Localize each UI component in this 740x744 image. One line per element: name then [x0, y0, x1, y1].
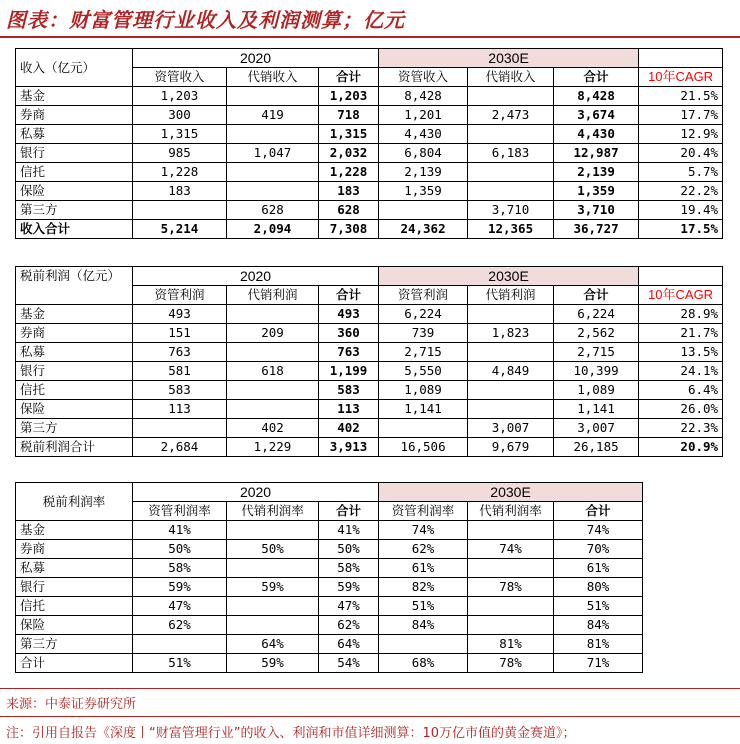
data-cell: 583	[319, 381, 379, 400]
data-cell: 24,362	[379, 220, 468, 239]
data-cell	[227, 400, 319, 419]
data-cell: 1,359	[554, 182, 639, 201]
data-cell	[379, 201, 468, 220]
cagr-cell: 20.9%	[639, 438, 723, 457]
note-text: 注：引用自报告《深度丨“财富管理行业”的收入、利润和市值详细测算：10万亿市值的黄金赛道》；	[6, 726, 576, 741]
data-cell	[468, 381, 554, 400]
data-cell: 2,139	[554, 163, 639, 182]
data-cell: 628	[319, 201, 379, 220]
source-text: 来源：中泰证券研究所	[6, 697, 137, 712]
data-cell: 300	[133, 106, 227, 125]
data-cell: 6,224	[379, 305, 468, 324]
data-cell: 3,674	[554, 106, 639, 125]
profit-year-2020: 2020	[133, 267, 379, 286]
data-cell: 2,094	[227, 220, 319, 239]
data-cell: 41%	[133, 521, 227, 540]
data-cell: 1,315	[133, 125, 227, 144]
cagr-cell: 21.5%	[639, 87, 723, 106]
cagr-cell: 28.9%	[639, 305, 723, 324]
data-cell: 1,823	[468, 324, 554, 343]
table-row	[16, 87, 723, 106]
table-row	[16, 559, 643, 578]
data-cell: 70%	[554, 540, 643, 559]
data-cell: 41%	[319, 521, 379, 540]
data-cell	[468, 400, 554, 419]
data-cell: 64%	[319, 635, 379, 654]
data-cell: 5,550	[379, 362, 468, 381]
data-cell	[227, 125, 319, 144]
data-cell: 618	[227, 362, 319, 381]
row-label: 私募	[16, 125, 133, 144]
data-cell: 4,430	[379, 125, 468, 144]
row-label: 第三方	[16, 635, 133, 654]
data-cell: 59%	[227, 578, 319, 597]
data-cell: 209	[227, 324, 319, 343]
data-cell	[227, 597, 319, 616]
data-cell: 985	[133, 144, 227, 163]
revenue-corner-label: 收入（亿元）	[16, 49, 133, 87]
column-header: 资管利润	[133, 286, 227, 305]
data-cell	[468, 87, 554, 106]
data-cell: 1,089	[379, 381, 468, 400]
data-cell: 12,365	[468, 220, 554, 239]
data-cell: 59%	[227, 654, 319, 673]
data-cell: 183	[319, 182, 379, 201]
data-cell: 54%	[319, 654, 379, 673]
data-cell: 1,141	[379, 400, 468, 419]
data-cell: 51%	[379, 597, 468, 616]
data-cell	[468, 163, 554, 182]
data-cell: 3,710	[468, 201, 554, 220]
row-label: 信托	[16, 381, 133, 400]
data-cell	[468, 521, 554, 540]
table-row	[16, 597, 643, 616]
column-header: 代销收入	[468, 68, 554, 87]
data-cell: 61%	[379, 559, 468, 578]
column-header: 合计	[319, 68, 379, 87]
row-label: 税前利润合计	[16, 438, 133, 457]
table-row	[16, 616, 643, 635]
column-header: 资管利润率	[133, 502, 227, 521]
margin-table	[15, 482, 643, 673]
data-cell: 360	[319, 324, 379, 343]
table-row	[16, 324, 723, 343]
column-header: 资管利润率	[379, 502, 468, 521]
table-row	[16, 654, 643, 673]
data-cell: 7,308	[319, 220, 379, 239]
table-row	[16, 144, 723, 163]
cagr-header: 10年CAGR	[639, 286, 723, 305]
column-header: 代销利润	[227, 286, 319, 305]
table-row	[16, 182, 723, 201]
column-header: 代销利润率	[227, 502, 319, 521]
data-cell: 50%	[227, 540, 319, 559]
row-label: 银行	[16, 362, 133, 381]
table-row	[16, 220, 723, 239]
data-cell: 419	[227, 106, 319, 125]
data-cell: 80%	[554, 578, 643, 597]
margin-corner-label: 税前利润率	[16, 483, 133, 521]
row-label: 基金	[16, 521, 133, 540]
data-cell	[133, 419, 227, 438]
cagr-cell: 19.4%	[639, 201, 723, 220]
data-cell: 1,089	[554, 381, 639, 400]
row-label: 银行	[16, 144, 133, 163]
data-cell	[379, 419, 468, 438]
cagr-cell: 22.3%	[639, 419, 723, 438]
data-cell: 493	[133, 305, 227, 324]
table-row	[16, 381, 723, 400]
column-header: 资管收入	[379, 68, 468, 87]
column-header: 代销利润	[468, 286, 554, 305]
row-label: 信托	[16, 163, 133, 182]
data-cell: 9,679	[468, 438, 554, 457]
cagr-cell: 5.7%	[639, 163, 723, 182]
data-cell: 1,315	[319, 125, 379, 144]
table-row	[16, 163, 723, 182]
profit-table	[15, 266, 723, 457]
column-header: 合计	[554, 286, 639, 305]
profit-corner-label: 税前利润（亿元）	[16, 267, 133, 305]
table-row	[16, 400, 723, 419]
data-cell: 628	[227, 201, 319, 220]
data-cell: 62%	[133, 616, 227, 635]
data-cell: 82%	[379, 578, 468, 597]
column-header: 合计	[554, 68, 639, 87]
cagr-cell: 17.7%	[639, 106, 723, 125]
table-row	[16, 521, 643, 540]
column-header: 合计	[554, 502, 643, 521]
data-cell: 74%	[468, 540, 554, 559]
data-cell: 1,201	[379, 106, 468, 125]
cagr-cell: 17.5%	[639, 220, 723, 239]
data-cell: 113	[319, 400, 379, 419]
data-cell: 6,183	[468, 144, 554, 163]
data-cell: 59%	[319, 578, 379, 597]
data-cell	[227, 381, 319, 400]
page-title: 图表：财富管理行业收入及利润测算；亿元	[6, 8, 405, 32]
data-cell	[468, 343, 554, 362]
data-cell: 1,203	[319, 87, 379, 106]
row-label: 基金	[16, 87, 133, 106]
data-cell: 78%	[468, 654, 554, 673]
table-row	[16, 106, 723, 125]
data-cell: 583	[133, 381, 227, 400]
data-cell	[133, 201, 227, 220]
revenue-year-2030e: 2030E	[379, 49, 639, 68]
data-cell: 10,399	[554, 362, 639, 381]
footer-divider	[0, 688, 740, 689]
data-cell: 62%	[379, 540, 468, 559]
data-cell: 6,804	[379, 144, 468, 163]
data-cell: 4,849	[468, 362, 554, 381]
data-cell: 718	[319, 106, 379, 125]
table-row	[16, 578, 643, 597]
data-cell: 8,428	[554, 87, 639, 106]
data-cell	[227, 182, 319, 201]
data-cell: 58%	[133, 559, 227, 578]
data-cell: 26,185	[554, 438, 639, 457]
margin-year-2020: 2020	[133, 483, 379, 502]
data-cell	[227, 521, 319, 540]
table-row	[16, 305, 723, 324]
table-row	[16, 540, 643, 559]
data-cell	[468, 125, 554, 144]
data-cell: 402	[227, 419, 319, 438]
data-cell: 81%	[554, 635, 643, 654]
data-cell: 16,506	[379, 438, 468, 457]
column-header: 代销利润率	[468, 502, 554, 521]
footer-divider	[0, 716, 740, 717]
data-cell: 81%	[468, 635, 554, 654]
row-label: 券商	[16, 106, 133, 125]
data-cell: 763	[319, 343, 379, 362]
column-header: 资管收入	[133, 68, 227, 87]
title-bar	[0, 0, 740, 38]
table-row	[16, 635, 643, 654]
data-cell	[227, 87, 319, 106]
data-cell: 1,141	[554, 400, 639, 419]
data-cell: 50%	[133, 540, 227, 559]
data-cell: 51%	[133, 654, 227, 673]
row-label: 私募	[16, 559, 133, 578]
data-cell: 2,715	[554, 343, 639, 362]
data-cell: 84%	[554, 616, 643, 635]
data-cell: 61%	[554, 559, 643, 578]
row-label: 券商	[16, 324, 133, 343]
data-cell: 1,229	[227, 438, 319, 457]
data-cell: 493	[319, 305, 379, 324]
data-cell: 47%	[133, 597, 227, 616]
data-cell: 71%	[554, 654, 643, 673]
cagr-cell: 6.4%	[639, 381, 723, 400]
data-cell: 50%	[319, 540, 379, 559]
row-label: 第三方	[16, 419, 133, 438]
table-row	[16, 125, 723, 144]
data-cell	[227, 343, 319, 362]
data-cell: 113	[133, 400, 227, 419]
cagr-header: 10年CAGR	[639, 68, 723, 87]
data-cell: 3,007	[554, 419, 639, 438]
data-cell	[468, 182, 554, 201]
data-cell: 59%	[133, 578, 227, 597]
data-cell: 84%	[379, 616, 468, 635]
column-header: 合计	[319, 286, 379, 305]
data-cell	[468, 597, 554, 616]
data-cell: 3,710	[554, 201, 639, 220]
data-cell	[468, 616, 554, 635]
data-cell	[379, 635, 468, 654]
data-cell: 151	[133, 324, 227, 343]
data-cell	[227, 163, 319, 182]
row-label: 私募	[16, 343, 133, 362]
data-cell: 74%	[379, 521, 468, 540]
title-divider	[0, 36, 740, 38]
cagr-cell: 21.7%	[639, 324, 723, 343]
data-cell: 1,199	[319, 362, 379, 381]
data-cell: 36,727	[554, 220, 639, 239]
data-cell: 78%	[468, 578, 554, 597]
data-cell: 74%	[554, 521, 643, 540]
cagr-cell: 13.5%	[639, 343, 723, 362]
column-header: 资管利润	[379, 286, 468, 305]
data-cell: 739	[379, 324, 468, 343]
data-cell: 1,228	[133, 163, 227, 182]
table-row	[16, 343, 723, 362]
data-cell: 2,473	[468, 106, 554, 125]
row-label: 合计	[16, 654, 133, 673]
data-cell: 8,428	[379, 87, 468, 106]
data-cell	[468, 305, 554, 324]
cagr-cell: 24.1%	[639, 362, 723, 381]
cagr-cell: 26.0%	[639, 400, 723, 419]
data-cell: 1,203	[133, 87, 227, 106]
data-cell: 64%	[227, 635, 319, 654]
data-cell: 183	[133, 182, 227, 201]
data-cell: 763	[133, 343, 227, 362]
data-cell: 1,228	[319, 163, 379, 182]
column-header: 代销收入	[227, 68, 319, 87]
data-cell: 2,562	[554, 324, 639, 343]
row-label: 保险	[16, 616, 133, 635]
data-cell: 2,715	[379, 343, 468, 362]
data-cell: 47%	[319, 597, 379, 616]
data-cell: 2,684	[133, 438, 227, 457]
cagr-cell: 20.4%	[639, 144, 723, 163]
data-cell: 12,987	[554, 144, 639, 163]
data-cell: 3,913	[319, 438, 379, 457]
data-cell: 3,007	[468, 419, 554, 438]
table-row	[16, 438, 723, 457]
data-cell	[227, 305, 319, 324]
data-cell: 2,139	[379, 163, 468, 182]
table-row	[16, 201, 723, 220]
data-cell	[227, 559, 319, 578]
data-cell: 402	[319, 419, 379, 438]
table-row	[16, 362, 723, 381]
data-cell: 51%	[554, 597, 643, 616]
cagr-cell: 22.2%	[639, 182, 723, 201]
data-cell: 68%	[379, 654, 468, 673]
data-cell: 62%	[319, 616, 379, 635]
data-cell: 1,047	[227, 144, 319, 163]
cagr-cell: 12.9%	[639, 125, 723, 144]
row-label: 银行	[16, 578, 133, 597]
row-label: 保险	[16, 400, 133, 419]
data-cell	[133, 635, 227, 654]
data-cell	[227, 616, 319, 635]
revenue-table	[15, 48, 723, 239]
profit-year-2030e: 2030E	[379, 267, 639, 286]
row-label: 收入合计	[16, 220, 133, 239]
data-cell: 581	[133, 362, 227, 381]
row-label: 第三方	[16, 201, 133, 220]
row-label: 信托	[16, 597, 133, 616]
data-cell: 5,214	[133, 220, 227, 239]
column-header: 合计	[319, 502, 379, 521]
table-row	[16, 419, 723, 438]
row-label: 保险	[16, 182, 133, 201]
row-label: 券商	[16, 540, 133, 559]
data-cell: 2,032	[319, 144, 379, 163]
data-cell: 58%	[319, 559, 379, 578]
data-cell: 4,430	[554, 125, 639, 144]
data-cell	[468, 559, 554, 578]
row-label: 基金	[16, 305, 133, 324]
margin-year-2030e: 2030E	[379, 483, 643, 502]
revenue-year-2020: 2020	[133, 49, 379, 68]
data-cell: 1,359	[379, 182, 468, 201]
data-cell: 6,224	[554, 305, 639, 324]
